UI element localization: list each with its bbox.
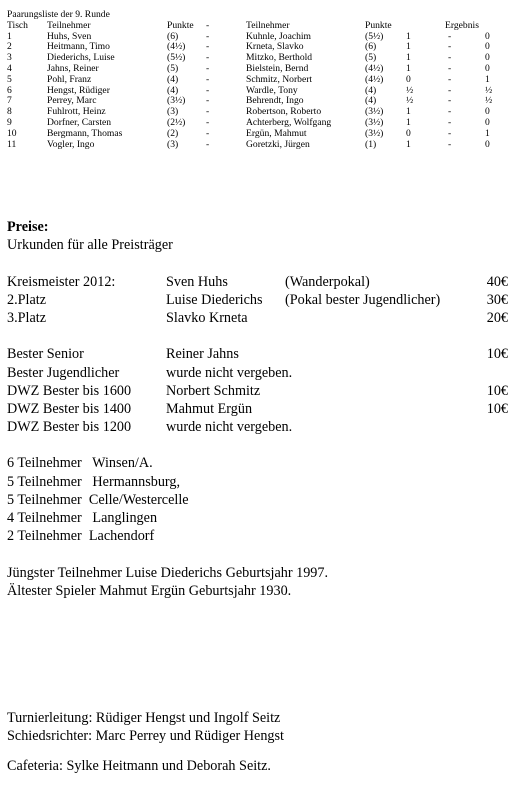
special-prizes xyxy=(7,345,512,436)
cell-punkte-1: (4) xyxy=(167,73,179,85)
prize-amount: 20€ xyxy=(486,309,508,326)
cell-result-2: ½ xyxy=(485,95,493,107)
participant-count: 5 Teilnehmer Hermannsburg, xyxy=(7,473,181,490)
cell-teilnehmer-1: Jahns, Reiner xyxy=(47,62,99,74)
special-prize-winner: Reiner Jahns xyxy=(166,346,239,363)
arbiters: Schiedsrichter: Marc Perrey und Rüdiger Hengst xyxy=(7,728,284,745)
cell-result-2: 0 xyxy=(485,106,490,118)
cell-punkte-2: (1) xyxy=(365,138,377,150)
cell-teilnehmer-1: Fuhlrott, Heinz xyxy=(47,106,106,118)
cell-teilnehmer-1: Bergmann, Thomas xyxy=(47,127,123,139)
cell-teilnehmer-2: Kuhnle, Joachim xyxy=(246,30,312,42)
participant-count-line xyxy=(7,473,512,491)
cell-dash: - xyxy=(206,95,210,107)
document-body xyxy=(7,218,512,776)
prize-place-line xyxy=(7,273,512,291)
cell-result-1: ½ xyxy=(406,84,414,96)
cell-teilnehmer-1: Diederichs, Luise xyxy=(47,52,115,64)
cell-tisch: 4 xyxy=(7,62,12,74)
participant-count-line xyxy=(7,491,512,509)
prize-note: (Wanderpokal) xyxy=(285,273,370,290)
prize-place-line xyxy=(7,291,512,309)
cell-tisch: 6 xyxy=(7,84,12,96)
cell-teilnehmer-2: Wardle, Tony xyxy=(246,84,298,96)
pairing-rows xyxy=(7,32,512,151)
header-teilnehmer-1: Teilnehmer xyxy=(47,19,91,31)
cell-result-2: 0 xyxy=(485,138,490,150)
cell-result-1: 1 xyxy=(406,116,411,128)
leitung-line xyxy=(7,709,512,727)
cell-teilnehmer-1: Pohl, Franz xyxy=(47,73,92,85)
cell-tisch: 9 xyxy=(7,116,12,128)
header-ergebnis: Ergebnis xyxy=(445,19,479,31)
participant-count: 6 Teilnehmer Winsen/A. xyxy=(7,455,153,472)
special-prize-line xyxy=(7,364,512,382)
cell-teilnehmer-1: Vogler, Ingo xyxy=(47,138,95,150)
cell-result-sep: - xyxy=(448,106,452,118)
cell-teilnehmer-2: Goretzki, Jürgen xyxy=(246,138,310,150)
cell-punkte-2: (5) xyxy=(365,52,377,64)
cell-result-sep: - xyxy=(448,84,452,96)
special-prize-winner: Mahmut Ergün xyxy=(166,400,253,417)
cafeteria: Cafeteria: Sylke Heitmann und Deborah Seitz. xyxy=(7,758,271,775)
prize-winner: Luise Diederichs xyxy=(166,291,263,308)
cell-dash: - xyxy=(206,116,210,128)
cell-teilnehmer-1: Huhs, Sven xyxy=(47,30,92,42)
cell-result-sep: - xyxy=(448,52,452,64)
oldest-line xyxy=(7,582,512,600)
cell-dash: - xyxy=(206,62,210,74)
cell-teilnehmer-2: Bielstein, Bernd xyxy=(246,62,309,74)
pairing-title: Paarungsliste der 9. Runde xyxy=(7,9,110,20)
oldest-player: Ältester Spieler Mahmut Ergün Geburtsjahr 1930. xyxy=(7,582,292,599)
special-prize-amount: 10€ xyxy=(486,346,508,363)
cell-tisch: 3 xyxy=(7,52,12,64)
cell-teilnehmer-2: Achterberg, Wolfgang xyxy=(246,116,332,128)
cell-result-1: 0 xyxy=(406,73,411,85)
prizes-intro: Urkunden für alle Preisträger xyxy=(7,237,173,254)
special-prize-line xyxy=(7,382,512,400)
cell-teilnehmer-1: Dorfner, Carsten xyxy=(47,116,112,128)
cell-tisch: 1 xyxy=(7,30,12,42)
cell-result-sep: - xyxy=(448,138,452,150)
cell-punkte-2: (5½) xyxy=(365,30,384,42)
prize-label: 3.Platz xyxy=(7,309,47,326)
cell-result-sep: - xyxy=(448,73,452,85)
prizes-heading: Preise: xyxy=(7,219,49,235)
cell-punkte-1: (4½) xyxy=(167,41,186,53)
cell-punkte-1: (5½) xyxy=(167,52,186,64)
cell-result-2: 0 xyxy=(485,30,490,42)
cell-teilnehmer-2: Mitzko, Berthold xyxy=(246,52,313,64)
participant-counts xyxy=(7,454,512,545)
cell-result-1: 1 xyxy=(406,30,411,42)
header-punkte-1: Punkte xyxy=(167,19,194,31)
special-prize-line xyxy=(7,400,512,418)
cell-result-1: 1 xyxy=(406,52,411,64)
participant-count-line xyxy=(7,509,512,527)
cell-punkte-1: (2½) xyxy=(167,116,186,128)
participant-count-line xyxy=(7,527,512,545)
cell-dash: - xyxy=(206,106,210,118)
cell-teilnehmer-2: Schmitz, Norbert xyxy=(246,73,313,85)
cell-result-2: 0 xyxy=(485,62,490,74)
cell-result-sep: - xyxy=(448,95,452,107)
prize-winner: Sven Huhs xyxy=(166,273,228,290)
cell-punkte-1: (3) xyxy=(167,106,179,118)
cell-teilnehmer-1: Hengst, Rüdiger xyxy=(47,84,110,96)
cell-teilnehmer-1: Heitmann, Timo xyxy=(47,41,110,53)
cell-tisch: 11 xyxy=(7,138,17,150)
cell-punkte-2: (6) xyxy=(365,41,377,53)
cell-teilnehmer-2: Behrendt, Ingo xyxy=(246,95,304,107)
cell-punkte-2: (3½) xyxy=(365,127,384,139)
cell-punkte-2: (3½) xyxy=(365,106,384,118)
cell-result-sep: - xyxy=(448,116,452,128)
cell-result-1: 1 xyxy=(406,62,411,74)
cell-result-2: ½ xyxy=(485,84,493,96)
special-prize-label: DWZ Bester bis 1200 xyxy=(7,419,132,436)
cell-dash: - xyxy=(206,30,210,42)
cell-teilnehmer-2: Krneta, Slavko xyxy=(246,41,304,53)
special-prize-winner: wurde nicht vergeben. xyxy=(166,364,293,381)
cell-punkte-1: (5) xyxy=(167,62,179,74)
cell-tisch: 8 xyxy=(7,106,12,118)
cell-dash: - xyxy=(206,84,210,96)
cell-teilnehmer-2: Robertson, Roberto xyxy=(246,106,322,118)
special-prize-line xyxy=(7,418,512,436)
cell-result-sep: - xyxy=(448,30,452,42)
prizes-heading-line xyxy=(7,218,512,236)
pairing-header-row xyxy=(7,21,512,32)
cell-teilnehmer-1: Perrey, Marc xyxy=(47,95,97,107)
cell-punkte-1: (3) xyxy=(167,138,179,150)
prize-note: (Pokal bester Jugendlicher) xyxy=(285,291,441,308)
header-punkte-2: Punkte xyxy=(365,19,392,31)
cell-result-2: 1 xyxy=(485,127,490,139)
cell-tisch: 2 xyxy=(7,41,12,53)
special-prize-amount: 10€ xyxy=(486,400,508,417)
participant-count-line xyxy=(7,454,512,472)
cell-tisch: 10 xyxy=(7,127,17,139)
prize-place-line xyxy=(7,309,512,327)
cell-punkte-1: (4) xyxy=(167,84,179,96)
cell-dash: - xyxy=(206,127,210,139)
prize-label: Kreismeister 2012: xyxy=(7,273,116,290)
cell-result-1: 0 xyxy=(406,127,411,139)
special-prize-amount: 10€ xyxy=(486,382,508,399)
prizes-intro-line xyxy=(7,236,512,254)
cell-result-sep: - xyxy=(448,41,452,53)
special-prize-winner: wurde nicht vergeben. xyxy=(166,419,293,436)
special-prize-line xyxy=(7,345,512,363)
cell-result-1: ½ xyxy=(406,95,414,107)
cell-dash: - xyxy=(206,138,210,150)
prize-winner: Slavko Krneta xyxy=(166,309,248,326)
cell-punkte-2: (4½) xyxy=(365,73,384,85)
cell-result-1: 1 xyxy=(406,106,411,118)
cell-punkte-2: (4½) xyxy=(365,62,384,74)
cell-result-2: 0 xyxy=(485,52,490,64)
participant-count: 4 Teilnehmer Langlingen xyxy=(7,510,158,526)
cell-result-1: 1 xyxy=(406,138,411,150)
special-prize-label: DWZ Bester bis 1600 xyxy=(7,382,132,399)
youngest-line xyxy=(7,564,512,582)
prize-places xyxy=(7,273,512,328)
cell-punkte-2: (3½) xyxy=(365,116,384,128)
header-dash: - xyxy=(206,19,210,31)
special-prize-label: DWZ Bester bis 1400 xyxy=(7,400,132,417)
cell-punkte-1: (6) xyxy=(167,30,179,42)
table-row xyxy=(7,129,512,140)
cell-punkte-2: (4) xyxy=(365,95,377,107)
cell-dash: - xyxy=(206,41,210,53)
cafeteria-line xyxy=(7,757,512,775)
participant-count: 2 Teilnehmer Lachendorf xyxy=(7,528,155,545)
cell-result-2: 1 xyxy=(485,73,490,85)
table-row xyxy=(7,140,512,151)
youngest-participant: Jüngster Teilnehmer Luise Diederichs Geburtsjahr 1997. xyxy=(7,564,329,581)
prize-amount: 30€ xyxy=(486,291,508,308)
cell-tisch: 7 xyxy=(7,95,12,107)
cell-tisch: 5 xyxy=(7,73,12,85)
cell-result-2: 0 xyxy=(485,41,490,53)
cell-result-sep: - xyxy=(448,62,452,74)
participant-count: 5 Teilnehmer Celle/Westercelle xyxy=(7,491,189,508)
special-prize-winner: Norbert Schmitz xyxy=(166,382,261,399)
header-tisch: Tisch xyxy=(7,19,28,31)
pairing-table xyxy=(7,10,512,150)
table-row xyxy=(7,75,512,86)
header-teilnehmer-2: Teilnehmer xyxy=(246,19,290,31)
prize-amount: 40€ xyxy=(486,273,508,290)
prize-label: 2.Platz xyxy=(7,291,47,308)
cell-teilnehmer-2: Ergün, Mahmut xyxy=(246,127,307,139)
tournament-direction: Turnierleitung: Rüdiger Hengst und Ingolf Seitz xyxy=(7,710,281,727)
cell-result-2: 0 xyxy=(485,116,490,128)
special-prize-label: Bester Senior xyxy=(7,346,84,363)
cell-result-1: 1 xyxy=(406,41,411,53)
schiri-line xyxy=(7,727,512,745)
cell-result-sep: - xyxy=(448,127,452,139)
cell-punkte-1: (2) xyxy=(167,127,179,139)
special-prize-label: Bester Jugendlicher xyxy=(7,364,120,381)
cell-dash: - xyxy=(206,52,210,64)
cell-punkte-2: (4) xyxy=(365,84,377,96)
cell-dash: - xyxy=(206,73,210,85)
cell-punkte-1: (3½) xyxy=(167,95,186,107)
